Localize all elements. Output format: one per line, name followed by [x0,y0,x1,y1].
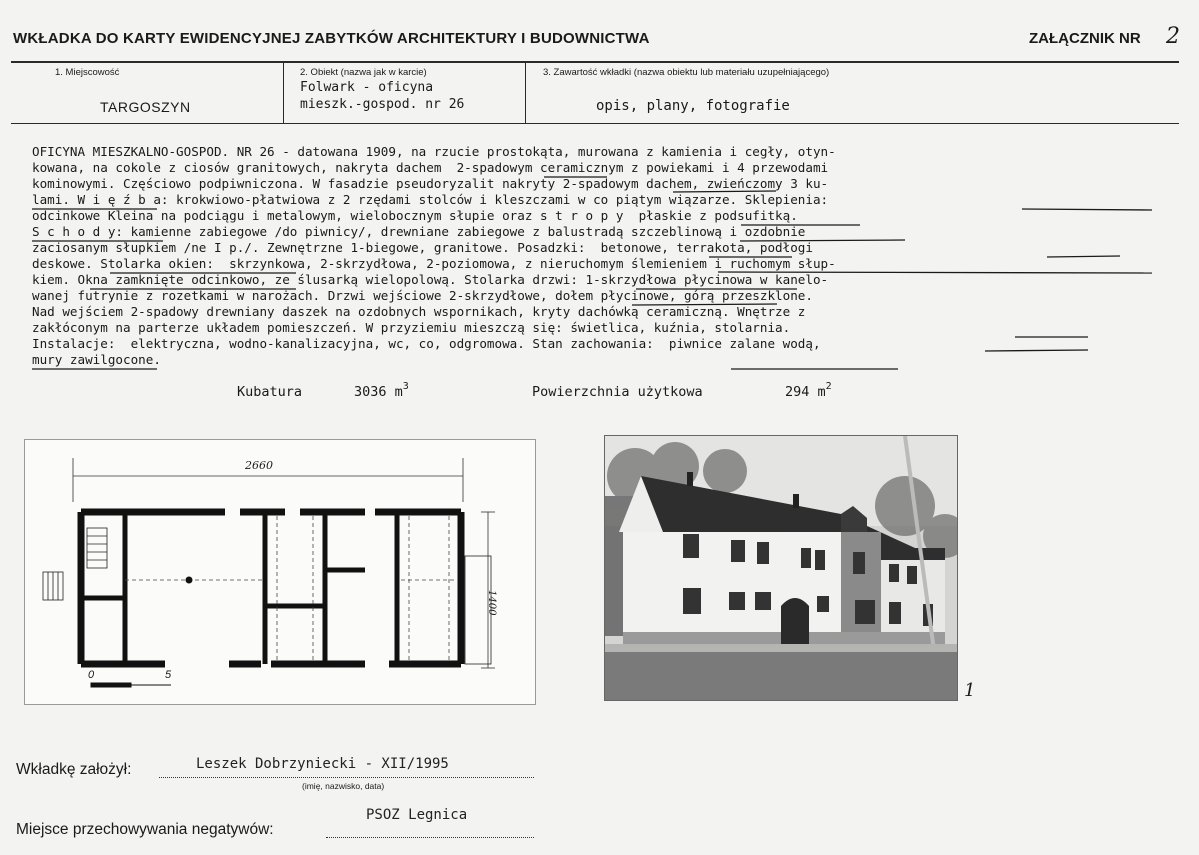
description-line: deskowe. Stolarka okien: skrzynkowa, 2-skrzydłowa, 2-poziomowa, z nieruchomym ślemieniem i ruchomym słup- [32,256,836,271]
area-value-group [785,381,832,400]
storage-label: Miejsce przechowywania negatywów: [16,821,274,838]
area-exponent: 2 [825,381,832,392]
description-line: mury zawilgocone. [32,352,161,367]
description-line: OFICYNA MIESZKALNO-GOSPOD. NR 26 - datowana 1909, na rzucie prostokąta, murowana z kamienia i cegły, otyn- [32,144,836,159]
description-line: Nad wejściem 2-spadowy drewniany daszek na ozdobnych wspornikach, kryty dachówką ceramiczną. Wnętrze z [32,304,806,319]
object-value-1: Folwark - oficyna [300,80,434,95]
volume-exponent: 3 [402,381,409,392]
area-value: 294 m [785,384,826,400]
volume-value-group [354,381,409,400]
description-line: odcinkowe Kleina na podciągu i metalowym, wielobocznym słupie oraz s t r o p y płaskie z podsufitką. [32,208,798,223]
form-title: WKŁADKA DO KARTY EWIDENCYJNEJ ZABYTKÓW ARCHITEKTURY I BUDOWNICTWA [13,30,650,47]
floor-plan-svg [25,440,535,704]
annex-label: ZAŁĄCZNIK NR [1029,30,1141,47]
plan-height-dimension: 1400 [486,590,497,616]
description-line: kowana, na cokole z ciosów granitowych, nakryta dachem 2-spadowym ceramicznym z powiekami i 4 przewodami [32,160,829,175]
author-dotted-line [159,776,534,778]
description-line: wanej futrynie z rozetkami w narożach. Drzwi wejściowe 2-skrzydłowe, dołem płycinowe, górą przeszklone. [32,288,813,303]
description-line: S c h o d y: kamienne zabiegowe /do piwnicy/, drewniane zabiegowe z balustradą szczeblinową i ozdobnie [32,224,806,239]
photo-illustration [605,436,957,700]
underline-marks [0,0,1199,420]
description-line: lami. W i ę ź b a: krokwiowo-płatwiowa z 2 rzędami stolców i kleszczami w co piątym wiązarze. Sklepienia: [32,192,829,207]
annex-number: 2 [1166,24,1180,49]
author-hint: (imię, nazwisko, data) [302,781,385,791]
description-line: zaciosanym słupkiem /ne I p./. Zewnętrzne 1-biegowe, granitowe. Posadzki: betonowe, terrakota, podłogi [32,240,813,255]
photo-number: 1 [964,680,976,701]
author-value: Leszek Dobrzyniecki - XII/1995 [196,756,449,772]
content-label: 3. Zawartość wkładki (nazwa obiektu lub materiału uzupełniającego) [543,67,830,78]
object-value-2: mieszk.-gospod. nr 26 [300,97,465,112]
storage-dotted-line [326,836,534,838]
scale-zero: 0 [88,669,95,681]
scale-five: 5 [165,669,172,681]
building-photograph [604,435,958,701]
content-value: opis, plany, fotografie [596,98,790,114]
description-line: kominowymi. Częściowo podpiwniczona. W fasadzie pseudoryzalit nakryty 2-spadowym dachem, zwieńczomy 3 ku- [32,176,829,191]
object-label: 2. Obiekt (nazwa jak w karcie) [300,67,427,78]
volume-label: Kubatura [237,384,303,400]
plan-width-dimension: 2660 [245,459,273,472]
author-label: Wkładkę założył: [16,761,132,778]
description-line: Instalacje: elektryczna, wodno-kanalizacyjna, wc, co, odgromowa. Stan zachowania: piwnice zalane wodą, [32,336,821,351]
description-line: zakłóconym na parterze układem pomieszczeń. W przyziemiu mieszczą się: świetlica, kuźnia, stolarnia. [32,320,791,335]
area-label: Powierzchnia użytkowa [532,384,703,400]
volume-value: 3036 m [354,384,403,400]
floor-plan-drawing [24,439,536,705]
description-line: kiem. Okna zamknięte odcinkowo, ze ślusarką wielopolową. Stolarka drzwi: 1-skrzydłowa płycinowa w kanelo- [32,272,829,287]
place-value: TARGOSZYN [100,99,191,115]
column-marker [186,577,193,584]
storage-value: PSOZ Legnica [366,807,468,823]
place-label: 1. Miejscowość [55,67,120,78]
